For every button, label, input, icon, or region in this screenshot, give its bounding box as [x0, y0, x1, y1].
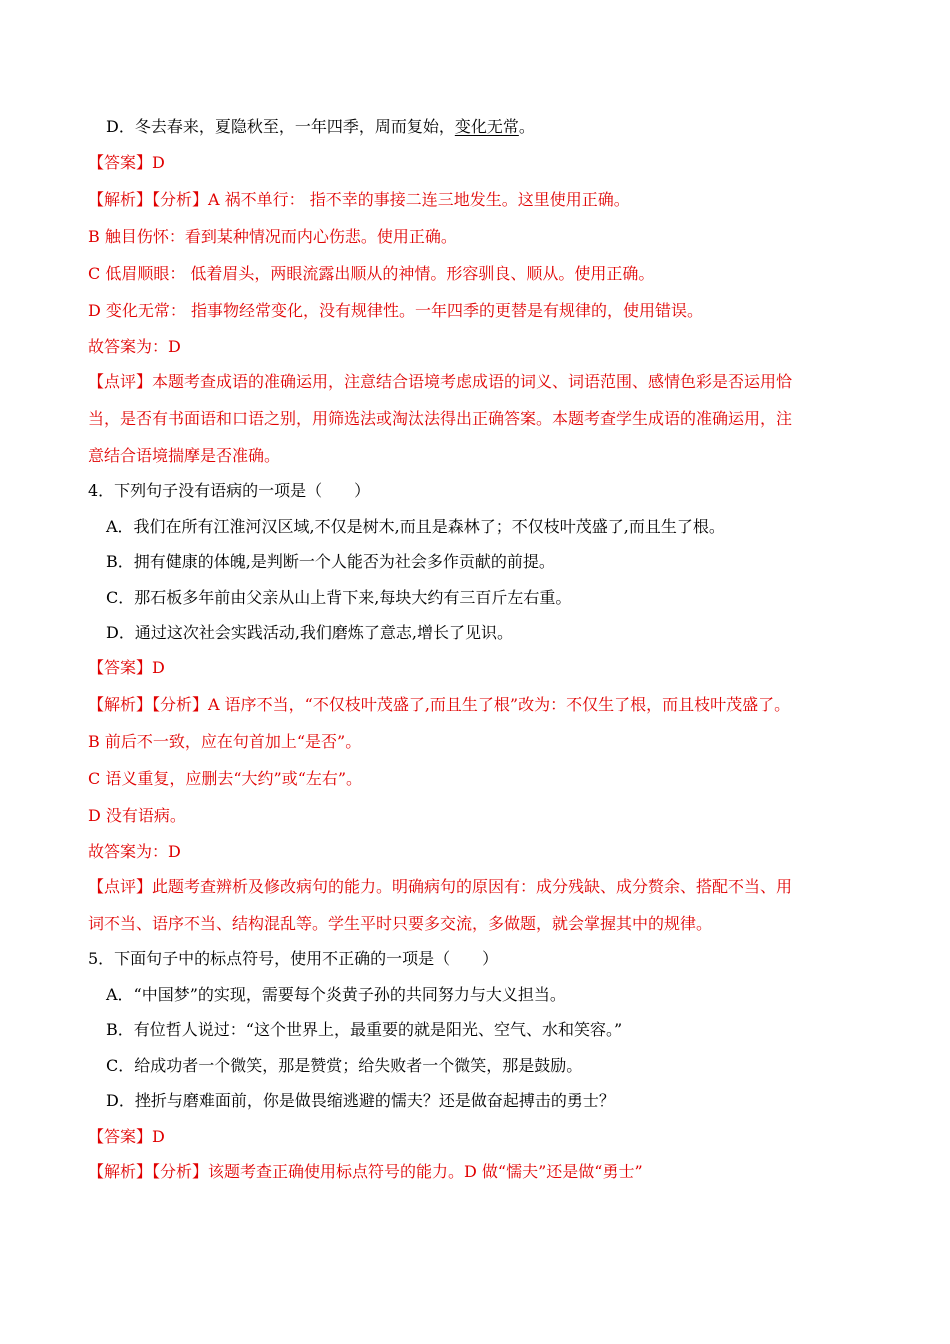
q3-comment-line-2: 当，是否有书面语和口语之别，用筛选法或淘汰法得出正确答案。本题考查学生成语的准确运用，注: [88, 409, 793, 428]
q3-answer: 【答案】D: [88, 153, 165, 172]
q4-analysis-line-2: B 前后不一致，应在句首加上“是否”。: [88, 732, 362, 751]
q4-option-b: B．拥有健康的体魄,是判断一个人能否为社会多作贡献的前提。: [106, 552, 555, 571]
q5-option-b: B．有位哲人说过：“这个世界上，最重要的就是阳光、空气、水和笑容。”: [106, 1020, 623, 1039]
q4-comment-line-1: 【点评】此题考查辨析及修改病句的能力。明确病句的原因有：成分残缺、成分赘余、搭配不当、用: [88, 877, 793, 896]
q5-option-a: A．“中国梦”的实现，需要每个炎黄子孙的共同努力与大义担当。: [106, 985, 566, 1004]
q3-analysis-line-1: 【解析】【分析】A 祸不单行： 指不幸的事接二连三地发生。这里使用正确。: [88, 190, 630, 209]
q3-option-d-prefix: D．冬去春来，夏隐秋至，一年四季，周而复始，: [106, 117, 455, 136]
q4-analysis-line-4: D 没有语病。: [88, 806, 186, 825]
q5-answer: 【答案】D: [88, 1127, 165, 1146]
q3-analysis-line-2: B 触目伤怀：看到某种情况而内心伤悲。使用正确。: [88, 227, 457, 246]
q4-answer: 【答案】D: [88, 658, 165, 677]
q5-option-c: C．给成功者一个微笑，那是赞赏；给失败者一个微笑，那是鼓励。: [106, 1056, 583, 1075]
q4-analysis-line-1: 【解析】【分析】A 语序不当，“不仅枝叶茂盛了,而且生了根”改为：不仅生了根，而且枝叶茂盛了。: [88, 695, 791, 714]
q5-option-d: D．挫折与磨难面前，你是做畏缩逃避的懦夫？还是做奋起搏击的勇士？: [106, 1091, 615, 1110]
q5-stem: 5．下面句子中的标点符号，使用不正确的一项是（ ）: [88, 949, 499, 968]
q3-option-d-underlined: 变化无常: [454, 117, 519, 136]
q4-option-c: C．那石板多年前由父亲从山上背下来,每块大约有三百斤左右重。: [106, 588, 572, 607]
q4-analysis-line-3: C 语义重复，应删去“大约”或“左右”。: [88, 769, 363, 788]
q3-option-d: [106, 116, 535, 138]
q4-option-a: A．我们在所有江淮河汉区域,不仅是树木,而且是森林了；不仅枝叶茂盛了,而且生了根。: [106, 517, 725, 536]
q3-analysis-line-4: D 变化无常： 指事物经常变化，没有规律性。一年四季的更替是有规律的，使用错误。: [88, 301, 704, 320]
q4-comment-line-2: 词不当、语序不当、结构混乱等。学生平时只要多交流，多做题，就会掌握其中的规律。: [88, 914, 713, 933]
q3-analysis-conclusion: 故答案为：D: [88, 337, 181, 356]
q4-option-d: D．通过这次社会实践活动,我们磨炼了意志,增长了见识。: [106, 623, 514, 642]
q3-comment-line-1: 【点评】本题考查成语的准确运用，注意结合语境考虑成语的词义、词语范围、感情色彩是否运用恰: [88, 372, 793, 391]
q3-analysis-line-3: C 低眉顺眼： 低着眉头，两眼流露出顺从的神情。形容驯良、顺从。使用正确。: [88, 264, 655, 283]
q3-option-d-suffix: 。: [518, 117, 535, 136]
q4-analysis-conclusion: 故答案为：D: [88, 842, 181, 861]
q5-analysis-line-1: 【解析】【分析】该题考查正确使用标点符号的能力。D 做“懦夫”还是做“勇士”: [88, 1162, 643, 1181]
q3-comment-line-3: 意结合语境揣摩是否准确。: [88, 446, 281, 465]
q4-stem: 4．下列句子没有语病的一项是（ ）: [88, 481, 371, 500]
